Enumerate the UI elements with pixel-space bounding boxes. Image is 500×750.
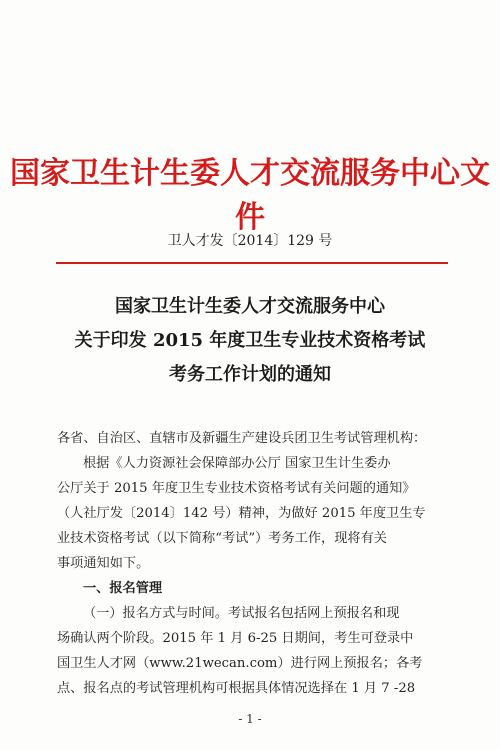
paragraph-line: （一）报名方式与时间。考试报名包括网上预报名和现	[83, 606, 400, 621]
page-number: - 1 -	[238, 712, 262, 726]
paragraph-line: 场确认两个阶段。2015 年 1 月 6-25 日期间，考生可登录中	[57, 631, 414, 646]
recipients-line: 各省、自治区、直辖市及新疆生产建设兵团卫生考试管理机构：	[57, 431, 427, 446]
section-heading: 一、报名管理	[83, 581, 163, 596]
paragraph-line: 国卫生人才网（www.21wecan.com）进行网上预报名；各考	[57, 656, 423, 671]
document-body	[57, 426, 449, 701]
red-divider-line	[56, 262, 448, 264]
document-number: 卫人才发〔2014〕129 号	[167, 233, 333, 249]
paragraph-line: 事项通知如下。	[57, 556, 150, 571]
notice-title-line-3: 考务工作计划的通知	[169, 364, 331, 385]
notice-title-line-1: 国家卫生计生委人才交流服务中心	[115, 296, 385, 317]
paragraph-line: 点、报名点的考试管理机构可根据具体情况选择在 1 月 7 -28	[57, 681, 416, 696]
paragraph-line: 业技术资格考试（以下简称“考试”）考务工作，现将有关	[57, 531, 387, 546]
paragraph-line: （人社厅发〔2014〕142 号）精神，为做好 2015 年度卫生专	[57, 506, 426, 521]
notice-title-line-2: 关于印发 2015 年度卫生专业技术资格考试	[74, 330, 426, 351]
paragraph-line: 根据《人力资源社会保障部办公厅 国家卫生计生委办	[83, 456, 391, 471]
paragraph-line: 公厅关于 2015 年度卫生专业技术资格考试有关问题的通知》	[57, 481, 416, 496]
document-header-title: 国家卫生计生委人才交流服务中心文件	[10, 156, 490, 235]
